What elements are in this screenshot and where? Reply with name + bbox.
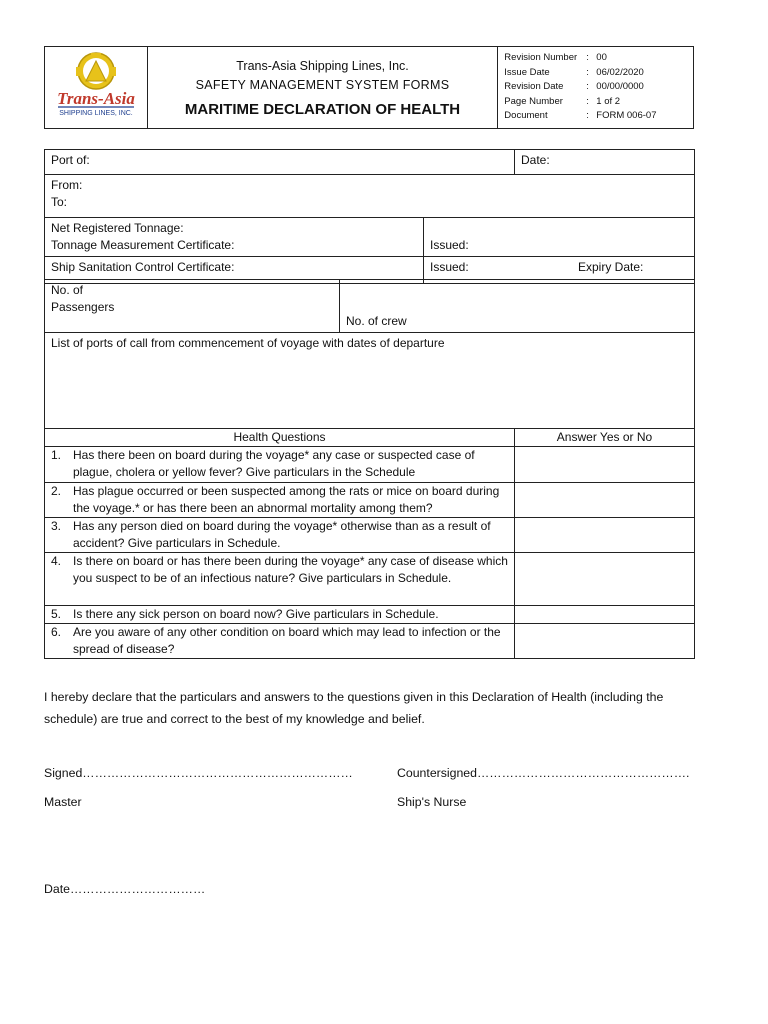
passengers-table: [44, 279, 695, 429]
header-title-cell: [147, 47, 498, 129]
sanitation-issued-field[interactable]: Issued: Expiry Date:: [424, 257, 695, 284]
voyage-table: [44, 149, 695, 218]
company-name: Trans-Asia Shipping Lines, Inc.: [236, 59, 409, 73]
question-cell: 3. Has any person died on board during the voyage* otherwise than as a result of accident? Give particulars in Schedule.: [45, 518, 515, 553]
logo-cell: [45, 47, 148, 129]
col-header-questions: Health Questions: [45, 429, 515, 447]
tonnage-issued-field[interactable]: Issued:: [424, 218, 695, 257]
answer-cell[interactable]: [515, 447, 695, 483]
question-cell: 5. Is there any sick person on board now? Give particulars in Schedule.: [45, 606, 515, 624]
table-row: [45, 624, 695, 659]
port-of-field[interactable]: Port of:: [45, 150, 515, 175]
table-row: [45, 518, 695, 553]
health-questions-table: [44, 428, 695, 659]
revision-number-row: Revision Number : 00: [504, 52, 607, 64]
passengers-field[interactable]: No. of Passengers: [45, 280, 340, 333]
expiry-date-label: Expiry Date:: [578, 260, 644, 274]
table-row: [45, 483, 695, 518]
answer-cell[interactable]: [515, 553, 695, 606]
svg-text:SHIPPING LINES, INC.: SHIPPING LINES, INC.: [59, 110, 133, 117]
signed-line[interactable]: Signed…………………………………………………………: [44, 766, 353, 780]
page-title: MARITIME DECLARATION OF HEALTH: [184, 101, 461, 118]
from-to-field[interactable]: From: To:: [45, 175, 695, 218]
form-header: [44, 46, 694, 129]
crew-field[interactable]: No. of crew: [340, 280, 695, 333]
document-row: Document : FORM 006-07: [504, 110, 657, 122]
sanitation-cert-field[interactable]: Ship Sanitation Control Certificate:: [45, 257, 424, 284]
question-cell: 6. Are you aware of any other condition on board which may lead to infection or the spread of disease?: [45, 624, 515, 659]
declaration-text: I hereby declare that the particulars and answers to the questions given in this Declaration of Health (including the schedule) are true and correct to the best of my knowledge and belief.: [44, 690, 664, 726]
question-cell: 4. Is there on board or has there been during the voyage* any case of disease which you suspect to be of an infectious nature? Give particulars in Schedule.: [45, 553, 515, 606]
page-number-row: Page Number : 1 of 2: [504, 95, 621, 107]
table-row: [45, 447, 695, 483]
certificates-table: [44, 217, 695, 284]
countersigned-line[interactable]: Countersigned…………………………………………….: [397, 766, 690, 780]
master-label: Master: [44, 795, 82, 809]
table-row: [45, 606, 695, 624]
date-signature-line[interactable]: Date……………………………: [44, 882, 206, 896]
table-row: [45, 553, 695, 606]
answer-cell[interactable]: [515, 518, 695, 553]
question-cell: 1. Has there been on board during the voyage* any case or suspected case of plague, cholera or yellow fever? Give particulars in the Schedule: [45, 447, 515, 483]
svg-text:Trans-Asia: Trans-Asia: [56, 89, 135, 108]
tonnage-field[interactable]: Net Registered Tonnage: Tonnage Measurement Certificate:: [45, 218, 424, 257]
revision-info: [498, 47, 694, 129]
company-logo: [50, 47, 142, 123]
answer-cell[interactable]: [515, 624, 695, 659]
ports-of-call-field[interactable]: List of ports of call from commencement of voyage with dates of departure: [45, 333, 695, 429]
answer-cell[interactable]: [515, 606, 695, 624]
question-cell: 2. Has plague occurred or been suspected among the rats or mice on board during the voyage.* or has there been an abnormal mortality among them?: [45, 483, 515, 518]
system-name: SAFETY MANAGEMENT SYSTEM FORMS: [195, 78, 450, 92]
revision-date-row: Revision Date : 00/00/0000: [504, 81, 644, 93]
answer-cell[interactable]: [515, 483, 695, 518]
date-field[interactable]: Date:: [515, 150, 695, 175]
issue-date-row: Issue Date : 06/02/2020: [504, 66, 644, 78]
col-header-answer: Answer Yes or No: [515, 429, 695, 447]
ships-nurse-label: Ship's Nurse: [397, 795, 467, 809]
